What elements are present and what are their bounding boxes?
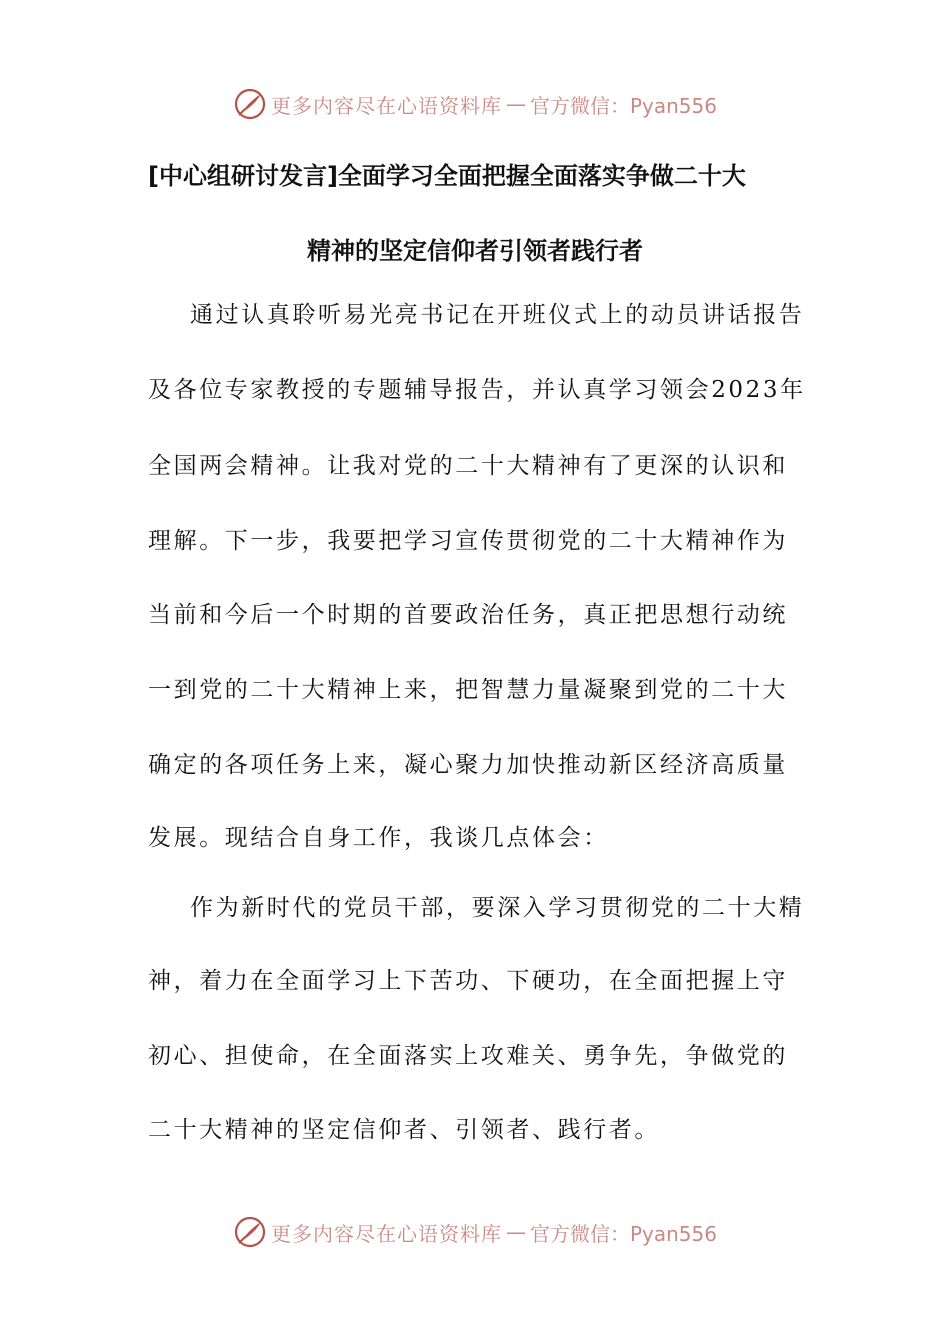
paragraph-1-line: 及各位专家教授的专题辅导报告，并认真学习领会2023年 — [148, 377, 806, 403]
paragraph-2-line: 作为新时代的党员干部，要深入学习贯彻党的二十大精 — [190, 895, 805, 921]
paragraph-1-line: 通过认真聆听易光亮书记在开班仪式上的动员讲话报告 — [190, 302, 805, 328]
watermark-contact: 官方微信：Pyan556 — [529, 1221, 717, 1246]
watermark-separator: — — [505, 92, 526, 116]
feather-pen-logo-icon — [233, 87, 267, 121]
paragraph-1-line: 发展。现结合自身工作，我谈几点体会： — [148, 825, 609, 851]
header-watermark — [0, 84, 950, 124]
watermark-text: 更多内容尽在心语资料库 — [270, 93, 502, 118]
paragraph-1-line: 全国两会精神。让我对党的二十大精神有了更深的认识和 — [148, 453, 788, 479]
paragraph-2-line: 初心、担使命，在全面落实上攻难关、勇争先，争做党的 — [148, 1043, 788, 1069]
paragraph-1-line: 当前和今后一个时期的首要政治任务，真正把思想行动统 — [148, 602, 788, 628]
watermark-text: 更多内容尽在心语资料库 — [270, 1221, 502, 1246]
paragraph-2-line: 二十大精神的坚定信仰者、引领者、践行者。 — [148, 1117, 660, 1143]
document-title-line-2: 精神的坚定信仰者引领者践行者 — [307, 237, 643, 265]
watermark-contact: 官方微信：Pyan556 — [529, 93, 717, 118]
watermark-separator: — — [505, 1220, 526, 1244]
paragraph-1-line: 一到党的二十大精神上来，把智慧力量凝聚到党的二十大 — [148, 677, 788, 703]
feather-pen-logo-icon — [233, 1215, 267, 1249]
document-title-line-1: [中心组研讨发言]全面学习全面把握全面落实争做二十大 — [148, 162, 746, 190]
footer-watermark — [0, 1212, 950, 1252]
paragraph-1-line: 理解。下一步，我要把学习宣传贯彻党的二十大精神作为 — [148, 528, 788, 554]
paragraph-2-line: 神，着力在全面学习上下苦功、下硬功，在全面把握上守 — [148, 968, 788, 994]
paragraph-1-line: 确定的各项任务上来，凝心聚力加快推动新区经济高质量 — [148, 752, 788, 778]
